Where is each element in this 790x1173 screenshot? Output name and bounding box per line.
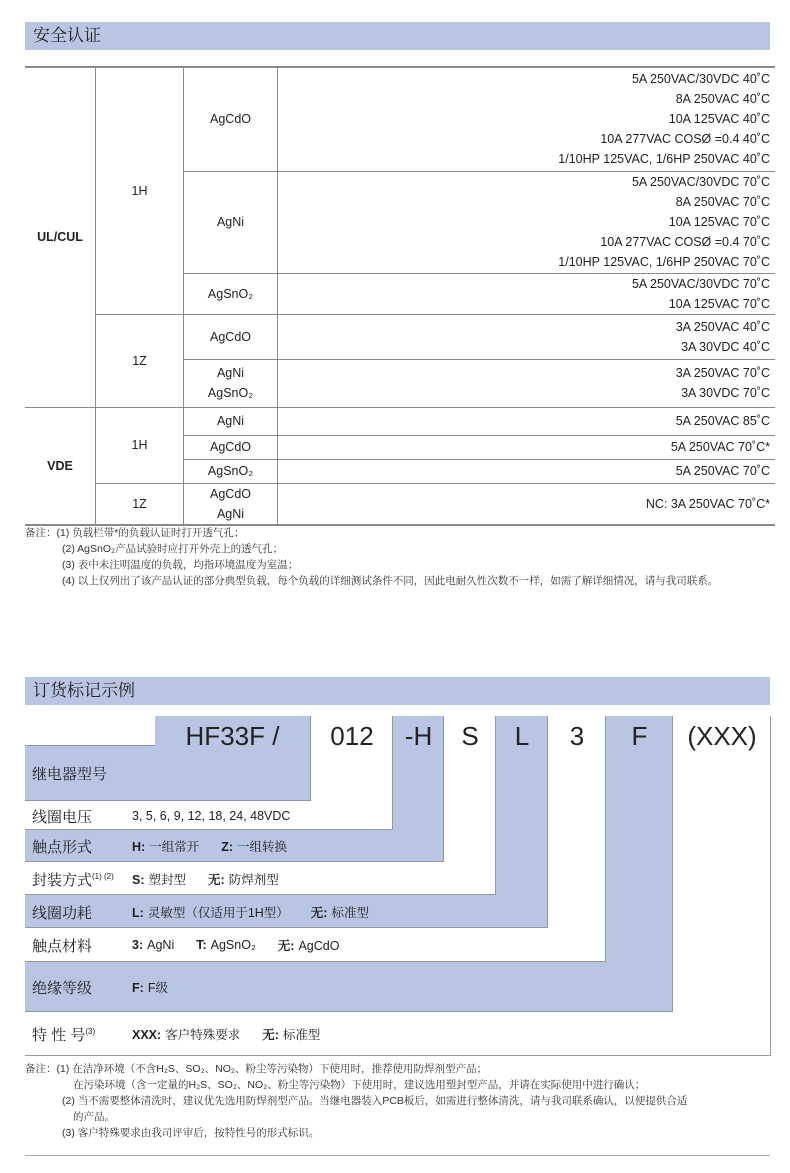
label-text: 触点形式	[32, 838, 93, 856]
form-cell: 1Z	[96, 483, 184, 525]
material-cell	[184, 314, 278, 359]
code-model: HF33F /	[185, 721, 280, 751]
option	[278, 936, 340, 954]
material: AgCdO	[210, 112, 251, 127]
table-row	[25, 314, 775, 359]
label-text: 绝缘等级	[32, 979, 93, 997]
material-cell	[184, 67, 278, 171]
load-rating: 5A 250VAC 70˚C	[675, 464, 770, 478]
order-row	[32, 1024, 342, 1044]
load-rating: 5A 250VAC 70˚C*	[670, 440, 770, 454]
order-row	[32, 869, 301, 889]
option-text: 塑封型	[148, 873, 187, 887]
note: 备注：(1) 在洁净环境（不含H₂S、SO₂、NO₂、粉尘等污染物）下使用时，推荐使用防焊剂型产品；	[25, 1063, 487, 1075]
load-rating: 5A 250VAC/30VDC 40˚C	[631, 72, 770, 87]
note: (2) 当不需要整体清洗时，建议优先选用防焊剂型产品。当继电器装入PCB板后，如需进行整体清洗，请与我司联系确认，以便提供合适	[62, 1095, 688, 1107]
material: AgNi	[216, 366, 245, 380]
row-label	[32, 935, 132, 956]
option	[262, 1025, 320, 1043]
material: AgNi	[216, 414, 245, 428]
option-text: 灵敏型（仅适用于1H型）	[147, 906, 289, 920]
load-rating: 10A 125VAC 70˚C	[668, 215, 770, 229]
safety-header: 安全认证	[25, 22, 770, 50]
option	[132, 837, 199, 855]
option	[132, 938, 174, 952]
load-cell	[278, 67, 776, 171]
load-rating: NC: 3A 250VAC 70˚C*	[645, 496, 770, 511]
load-rating: 8A 250VAC 70˚C	[675, 195, 770, 209]
code-special: (XXX)	[687, 721, 757, 751]
material-cell	[184, 459, 278, 483]
certification-table	[25, 66, 775, 526]
material-cell	[184, 359, 278, 407]
option-key: 无:	[208, 873, 225, 887]
note: (2) AgSnO₂产品试验时应打开外壳上的透气孔；	[62, 543, 284, 555]
note: (4) 以上仅列出了该产品认证的部分典型负载，每个负载的详细测试条件不同，因此电耐久性次数不一样，如需了解详细情况，请与我司联系。	[62, 575, 719, 587]
load-rating: 8A 250VAC 40˚C	[675, 92, 770, 107]
code-material: 3	[569, 721, 585, 751]
form-cell: 1H	[96, 67, 184, 314]
load-cell	[278, 359, 776, 407]
row-label	[32, 902, 132, 923]
option	[132, 1025, 240, 1043]
note: 在污染环境（含一定量的H₂S、SO₂、NO₂、粉尘等污染物）下使用时，建议选用塑封型产品，并请在实际使用中进行确认；	[73, 1079, 646, 1091]
option-text: AgSnO₂	[210, 938, 256, 952]
material-cell	[184, 171, 278, 273]
option-text: 一组转换	[237, 840, 288, 854]
material: AgSnO₂	[207, 286, 254, 301]
option	[311, 903, 369, 921]
option-key: 无:	[262, 1028, 279, 1042]
table-row	[25, 407, 775, 435]
option	[221, 837, 287, 855]
code-coil-power: L	[514, 721, 530, 751]
footnote-ref: (3)	[85, 1026, 96, 1036]
option-text: AgNi	[147, 938, 175, 952]
load-rating: 5A 250VAC 85˚C	[675, 414, 770, 428]
load-rating: 3A 250VAC 40˚C	[675, 319, 770, 334]
option-text: F级	[147, 981, 168, 995]
safety-notes	[25, 525, 718, 589]
note: (3) 客户特殊要求由我司评审后，按特性号的形式标识。	[62, 1127, 320, 1139]
order-row	[32, 935, 361, 955]
row-label	[32, 806, 132, 827]
option	[208, 870, 279, 888]
option-key: L:	[132, 906, 144, 920]
load-cell	[278, 459, 776, 483]
order-row	[32, 763, 132, 783]
order-row	[32, 902, 391, 922]
row-label	[32, 1024, 132, 1045]
option-key: S:	[132, 873, 145, 887]
load-rating: 10A 125VAC 40˚C	[668, 112, 770, 127]
load-rating: 5A 250VAC/30VDC 70˚C	[631, 276, 770, 291]
option-key: T:	[196, 938, 207, 952]
row-label	[32, 869, 132, 890]
row-label	[32, 836, 132, 857]
option-text: AgCdO	[298, 939, 340, 953]
load-rating: 10A 125VAC 70˚C	[668, 296, 770, 311]
load-rating: 3A 30VDC 70˚C	[681, 386, 770, 400]
divider	[25, 1155, 770, 1156]
option-key: 无:	[310, 906, 328, 920]
load-rating: 1/10HP 125VAC, 1/6HP 250VAC 70˚C	[558, 255, 770, 269]
form-cell: 1H	[96, 407, 184, 483]
material: AgNi	[216, 506, 245, 521]
option	[132, 903, 289, 921]
load-rating: 5A 250VAC/30VDC 70˚C	[631, 175, 770, 189]
ordering-header: 订货标记示例	[25, 677, 770, 705]
blank-corner	[25, 716, 155, 746]
option	[132, 870, 186, 888]
option-key: F:	[132, 981, 144, 995]
load-rating: 10A 277VAC COSØ =0.4 40˚C	[600, 132, 770, 147]
option-text: 一组常开	[149, 840, 200, 854]
order-row	[32, 836, 309, 856]
code-insulation: F	[631, 721, 648, 751]
row-label	[32, 977, 132, 998]
code-package: S	[461, 721, 479, 751]
footnote-ref: (1) (2)	[92, 871, 114, 881]
material-cell	[184, 483, 278, 525]
note: (3) 表中未注明温度的负载，均指环境温度为室温；	[62, 559, 299, 571]
ordering-notes	[25, 1061, 687, 1141]
material-cell	[184, 273, 278, 314]
option: 3, 5, 6, 9, 12, 18, 24, 48VDC	[132, 809, 291, 823]
table-row	[25, 67, 775, 171]
option-text: 标准型	[331, 906, 369, 920]
material: AgCdO	[210, 329, 251, 344]
material-cell	[184, 435, 278, 459]
form-cell: 1Z	[96, 314, 184, 407]
option-key: Z:	[221, 840, 234, 854]
label-text: 触点材料	[32, 937, 93, 955]
option-key: H:	[132, 840, 146, 854]
load-rating: 3A 30VDC 40˚C	[681, 339, 770, 354]
load-cell	[278, 435, 776, 459]
load-rating: 1/10HP 125VAC, 1/6HP 250VAC 40˚C	[558, 152, 770, 167]
material: AgSnO₂	[207, 464, 254, 478]
option-key: 无:	[277, 939, 295, 953]
order-row	[32, 806, 312, 826]
load-rating: 10A 277VAC COSØ =0.4 70˚C	[600, 235, 770, 249]
label-text: 线圈功耗	[32, 904, 93, 922]
material: AgNi	[216, 215, 245, 229]
label-text: 线圈电压	[32, 808, 93, 826]
load-cell	[278, 483, 776, 525]
row-label	[32, 763, 132, 784]
option-text: 客户特殊要求	[165, 1028, 241, 1042]
option	[196, 938, 256, 952]
option-key: 3:	[132, 938, 144, 952]
table-row	[25, 483, 775, 525]
code-coil-voltage: 012	[330, 721, 374, 751]
cert-cell: UL/CUL	[25, 67, 96, 407]
note: 的产品。	[73, 1111, 115, 1123]
option-text: 标准型	[282, 1028, 321, 1042]
cert-cell: VDE	[25, 407, 96, 525]
load-cell	[278, 314, 776, 359]
label-text: 继电器型号	[32, 765, 108, 783]
material: AgCdO	[210, 486, 251, 501]
load-cell	[278, 273, 776, 314]
option-key: XXX:	[132, 1028, 162, 1042]
option-text: 防焊剂型	[228, 873, 279, 887]
label-text: 封装方式	[32, 871, 93, 889]
code-contact-form: -H	[404, 721, 433, 751]
material: AgSnO₂	[207, 386, 254, 400]
order-row	[32, 977, 190, 997]
note: 备注：(1) 负载栏带*的负载认证时打开透气孔；	[25, 527, 245, 539]
option	[132, 978, 168, 996]
material-cell	[184, 407, 278, 435]
load-cell	[278, 407, 776, 435]
label-text: 特 性 号	[32, 1026, 86, 1044]
load-cell	[278, 171, 776, 273]
material: AgCdO	[210, 440, 251, 454]
load-rating: 3A 250VAC 70˚C	[675, 366, 770, 380]
